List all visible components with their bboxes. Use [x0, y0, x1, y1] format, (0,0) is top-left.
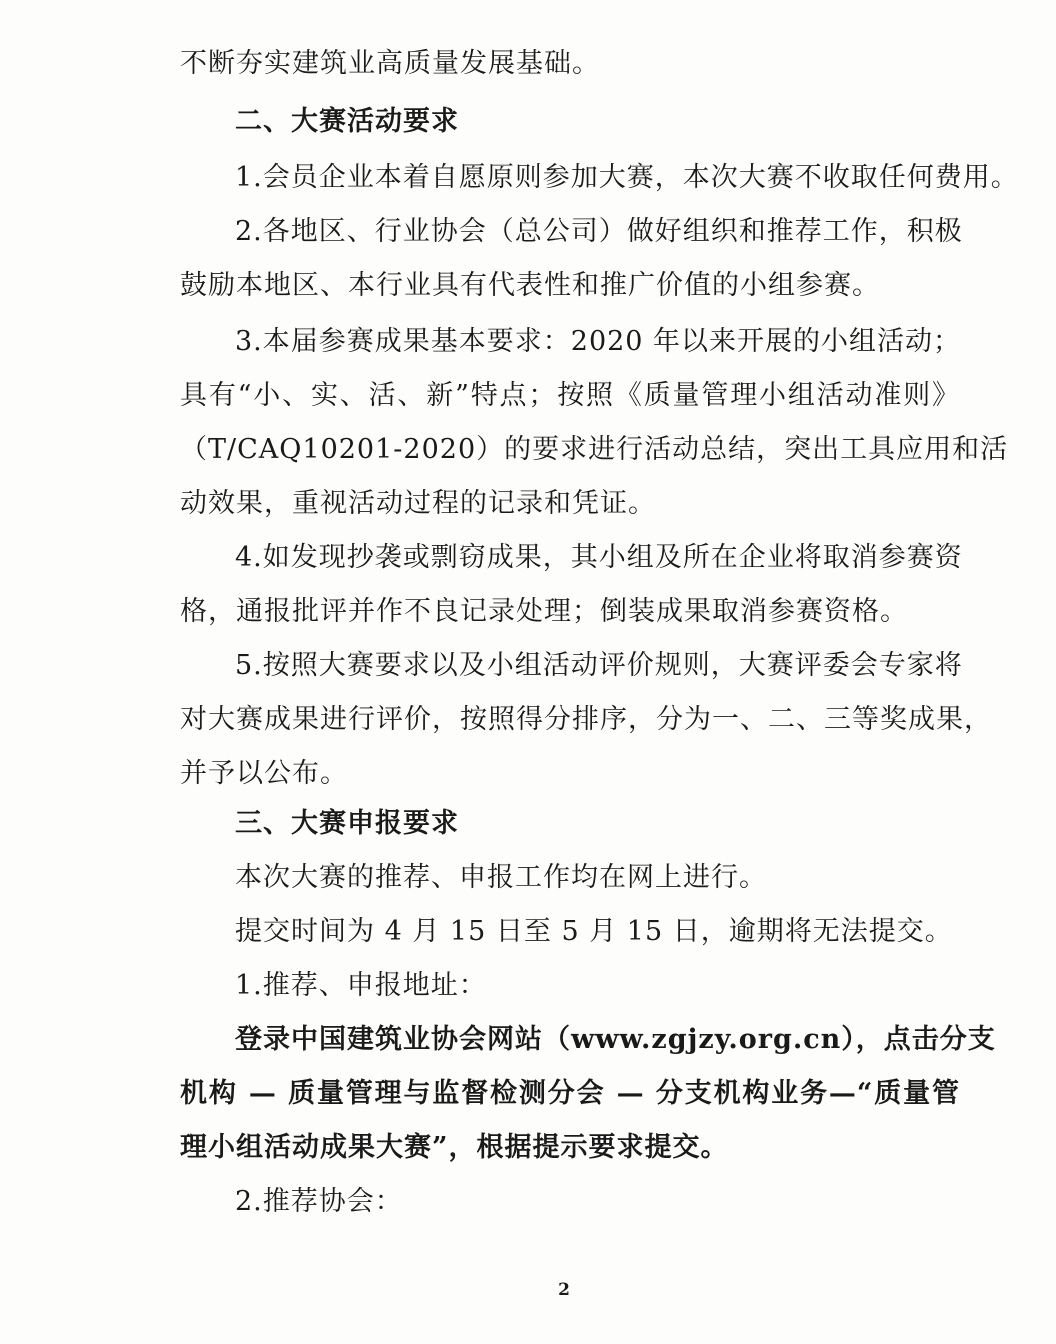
paragraph-line: 2.各地区、行业协会（总公司）做好组织和推荐工作，积极: [235, 216, 963, 247]
paragraph-line: 鼓励本地区、本行业具有代表性和推广价值的小组参赛。: [180, 270, 880, 301]
paragraph-line: 2.推荐协会：: [235, 1186, 403, 1217]
paragraph-line: 提交时间为 4 月 15 日至 5 月 15 日，逾期将无法提交。: [235, 916, 953, 947]
paragraph-line: 不断夯实建筑业高质量发展基础。: [180, 48, 600, 79]
section-heading: 三、大赛申报要求: [235, 808, 459, 839]
paragraph-line: （T/CAQ10201-2020）的要求进行活动总结，突出工具应用和活: [180, 434, 1009, 465]
page-number: 2: [558, 1280, 570, 1300]
paragraph-line: 4.如发现抄袭或剽窃成果，其小组及所在企业将取消参赛资: [235, 542, 963, 573]
paragraph-line: 动效果，重视活动过程的记录和凭证。: [180, 488, 656, 519]
paragraph-line: 5.按照大赛要求以及小组活动评价规则，大赛评委会专家将: [235, 650, 963, 681]
paragraph-line: 格，通报批评并作不良记录处理；倒装成果取消参赛资格。: [180, 596, 908, 627]
paragraph-line: 本次大赛的推荐、申报工作均在网上进行。: [235, 862, 767, 893]
section-heading: 二、大赛活动要求: [235, 106, 459, 137]
paragraph-line: 1.推荐、申报地址：: [235, 970, 487, 1001]
paragraph-line: 具有“小、实、活、新”特点；按照《质量管理小组活动准则》: [180, 380, 960, 411]
paragraph-line: 理小组活动成果大赛”，根据提示要求提交。: [180, 1132, 729, 1163]
paragraph-line: 1.会员企业本着自愿原则参加大赛，本次大赛不收取任何费用。: [235, 162, 1019, 193]
paragraph-line: 机构 — 质量管理与监督检测分会 — 分支机构业务—“质量管: [180, 1078, 960, 1109]
paragraph-line: 对大赛成果进行评价，按照得分排序，分为一、二、三等奖成果，: [180, 704, 992, 735]
paragraph-line: 登录中国建筑业协会网站（www.zgjzy.org.cn），点击分支: [235, 1024, 996, 1055]
paragraph-line: 3.本届参赛成果基本要求：2020 年以来开展的小组活动；: [235, 326, 962, 357]
paragraph-line: 并予以公布。: [180, 758, 348, 789]
